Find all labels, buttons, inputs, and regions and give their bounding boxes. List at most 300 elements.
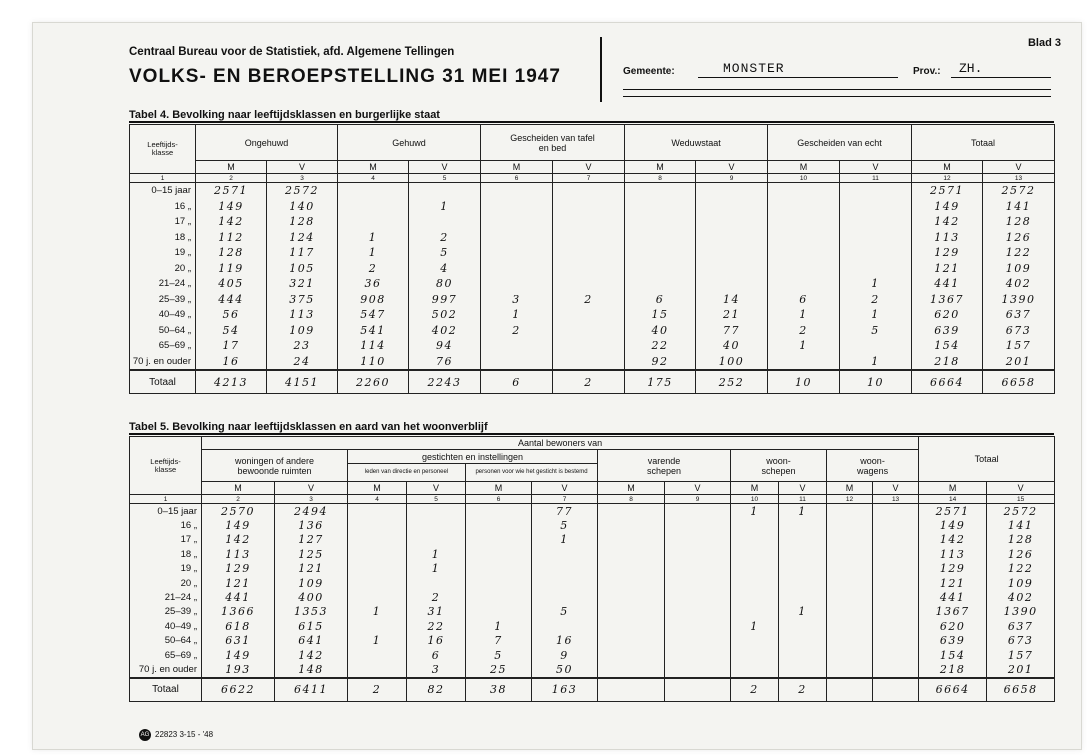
count-cell: 149 [196,199,267,215]
gemeente-label: Gemeente: [623,66,675,77]
sex-header: M [598,482,665,495]
count-cell: 3 [481,292,553,308]
column-number: 8 [598,495,665,504]
count-cell [873,590,919,604]
sheet-number: Blad 3 [1027,37,1061,49]
count-cell [348,619,407,633]
tabel4-group-header: Weduwstaat [625,125,768,161]
count-cell: 1 [407,562,466,576]
header-rule [623,89,1051,90]
count-cell: 128 [983,214,1055,230]
count-cell: 141 [987,518,1055,532]
age-class-label: 16 „ [130,199,196,215]
count-cell [407,576,466,590]
count-cell [768,261,840,277]
age-class-label: 70 j. en ouder [130,662,202,677]
age-class-label: 17 „ [130,533,202,547]
total-cell: 4151 [267,370,338,394]
count-cell: 5 [409,245,481,261]
count-cell [348,590,407,604]
count-cell: 2 [409,230,481,246]
tabel5-group-header: woningen of andere bewoonde ruimten [202,450,348,482]
sex-header: M [348,482,407,495]
count-cell [532,590,598,604]
age-class-label: 50–64 „ [130,323,196,339]
count-cell: 218 [912,354,983,371]
sex-header: V [267,161,338,174]
total-cell [598,678,665,702]
count-cell: 5 [532,605,598,619]
total-label: Totaal [130,678,202,702]
column-number: 1 [130,495,202,504]
count-cell: 121 [202,576,275,590]
table-row [130,634,1055,648]
count-cell [696,199,768,215]
count-cell [779,634,827,648]
count-cell [481,354,553,371]
count-cell [873,619,919,633]
count-cell [598,562,665,576]
column-number: 12 [912,174,983,183]
count-cell [553,276,625,292]
count-cell [348,576,407,590]
total-cell: 38 [466,678,532,702]
count-cell [598,504,665,519]
count-cell: 1 [348,605,407,619]
column-number: 5 [409,174,481,183]
count-cell [466,562,532,576]
table-row [130,323,1055,339]
total-cell: 6658 [987,678,1055,702]
count-cell [598,605,665,619]
total-cell: 163 [532,678,598,702]
count-cell: 121 [275,562,348,576]
count-cell: 142 [919,533,987,547]
column-number: 4 [338,174,409,183]
count-cell: 615 [275,619,348,633]
count-cell: 122 [983,245,1055,261]
count-cell: 193 [202,662,275,677]
count-cell [779,590,827,604]
tabel4-rule [129,121,1054,123]
print-code [139,729,213,741]
age-class-label: 21–24 „ [130,590,202,604]
column-number: 13 [873,495,919,504]
count-cell [625,245,696,261]
sex-header: V [407,482,466,495]
count-cell: 2 [338,261,409,277]
count-cell: 77 [532,504,598,519]
form-title: VOLKS- EN BEROEPSTELLING 31 MEI 1947 [129,66,561,87]
count-cell: 2494 [275,504,348,519]
count-cell: 154 [912,338,983,354]
count-cell: 122 [987,562,1055,576]
tabel4-group-header: Gescheiden van echt [768,125,912,161]
count-cell: 402 [409,323,481,339]
total-cell: 10 [840,370,912,394]
count-cell: 1 [840,354,912,371]
count-cell [532,619,598,633]
count-cell [348,533,407,547]
tabel4-age-header: Leeftijds-klasse [130,125,196,174]
count-cell [598,518,665,532]
count-cell [768,214,840,230]
column-number: 11 [779,495,827,504]
count-cell: 113 [912,230,983,246]
count-cell: 2571 [912,183,983,199]
age-class-label: 70 j. en ouder [130,354,196,371]
count-cell: 94 [409,338,481,354]
tabel5-total-row [130,678,1055,702]
count-cell [768,230,840,246]
count-cell [840,230,912,246]
total-cell: 2 [553,370,625,394]
count-cell [696,276,768,292]
column-number: 14 [919,495,987,504]
count-cell [827,619,873,633]
count-cell: 136 [275,518,348,532]
count-cell [873,504,919,519]
count-cell [481,338,553,354]
count-cell [873,576,919,590]
total-cell: 4213 [196,370,267,394]
count-cell: 1 [768,338,840,354]
age-class-label: 65–69 „ [130,648,202,662]
column-number: 9 [696,174,768,183]
count-cell: 17 [196,338,267,354]
count-cell [827,547,873,561]
count-cell: 2571 [196,183,267,199]
sex-header: M [731,482,779,495]
count-cell: 997 [409,292,481,308]
tabel5-colnum-row [130,495,1055,504]
total-cell: 2 [348,678,407,702]
count-cell: 110 [338,354,409,371]
count-cell [553,307,625,323]
count-cell [840,199,912,215]
count-cell [696,245,768,261]
count-cell: 1 [409,199,481,215]
count-cell [768,354,840,371]
tabel5-group-header: varende schepen [598,450,731,482]
count-cell: 620 [919,619,987,633]
column-number: 4 [348,495,407,504]
total-cell [827,678,873,702]
count-cell [466,590,532,604]
table-row [130,245,1055,261]
count-cell: 1367 [919,605,987,619]
table-row [130,354,1055,371]
count-cell: 4 [409,261,481,277]
table-row [130,199,1055,215]
column-number: 3 [267,174,338,183]
count-cell [827,590,873,604]
sex-header: V [553,161,625,174]
count-cell [409,183,481,199]
age-class-label: 20 „ [130,261,196,277]
age-class-label: 65–69 „ [130,338,196,354]
tabel5-table [129,436,1055,702]
count-cell: 24 [267,354,338,371]
count-cell: 129 [912,245,983,261]
column-number: 7 [532,495,598,504]
prov-line [951,77,1051,78]
age-class-label: 19 „ [130,562,202,576]
count-cell: 142 [202,533,275,547]
table-row [130,648,1055,662]
count-cell: 7 [466,634,532,648]
count-cell: 1 [338,245,409,261]
count-cell [466,504,532,519]
count-cell [779,518,827,532]
count-cell [348,648,407,662]
count-cell: 25 [466,662,532,677]
count-cell [731,518,779,532]
count-cell: 6 [625,292,696,308]
count-cell [827,518,873,532]
sex-header: M [466,482,532,495]
count-cell [598,619,665,633]
count-cell: 113 [919,547,987,561]
count-cell: 1366 [202,605,275,619]
count-cell: 92 [625,354,696,371]
count-cell: 148 [275,662,348,677]
tabel5-group-header: Totaal [919,437,1055,482]
count-cell [553,214,625,230]
count-cell [553,338,625,354]
sex-header: V [873,482,919,495]
census-form-sheet [32,22,1082,750]
count-cell [731,533,779,547]
count-cell: 15 [625,307,696,323]
count-cell [827,662,873,677]
count-cell: 77 [696,323,768,339]
count-cell: 405 [196,276,267,292]
count-cell [873,547,919,561]
count-cell [731,547,779,561]
count-cell [348,562,407,576]
count-cell: 1 [768,307,840,323]
column-number: 12 [827,495,873,504]
count-cell: 105 [267,261,338,277]
age-class-label: 21–24 „ [130,276,196,292]
count-cell [731,562,779,576]
count-cell [598,648,665,662]
count-cell: 126 [983,230,1055,246]
column-number: 10 [768,174,840,183]
tabel4-title: Tabel 4. Bevolking naar leeftijdsklassen en burgerlijke staat [129,109,440,121]
count-cell: 113 [202,547,275,561]
count-cell: 441 [919,590,987,604]
count-cell [873,518,919,532]
tabel4-mv-row [130,161,1055,174]
count-cell: 109 [983,261,1055,277]
count-cell: 16 [407,634,466,648]
total-label: Totaal [130,370,196,394]
table-row [130,590,1055,604]
sex-header: V [696,161,768,174]
age-class-label: 0–15 jaar [130,183,196,199]
count-cell: 201 [983,354,1055,371]
count-cell [466,533,532,547]
count-cell: 5 [466,648,532,662]
count-cell [598,662,665,677]
count-cell: 2 [481,323,553,339]
count-cell [598,576,665,590]
count-cell [481,245,553,261]
table-row [130,562,1055,576]
column-number: 6 [466,495,532,504]
count-cell: 157 [983,338,1055,354]
count-cell: 100 [696,354,768,371]
age-class-label: 25–39 „ [130,605,202,619]
count-cell: 1 [466,619,532,633]
count-cell: 1367 [912,292,983,308]
print-code-text: 22823 3-15 - '48 [155,730,214,740]
count-cell [338,199,409,215]
count-cell [481,214,553,230]
count-cell: 441 [202,590,275,604]
tabel4-group-header: Gehuwd [338,125,481,161]
count-cell: 119 [196,261,267,277]
total-cell: 6622 [202,678,275,702]
count-cell [466,518,532,532]
tabel4-table [129,124,1055,394]
count-cell: 40 [696,338,768,354]
count-cell [873,562,919,576]
count-cell: 402 [987,590,1055,604]
count-cell [768,183,840,199]
count-cell: 218 [919,662,987,677]
table-row [130,504,1055,519]
table-row [130,214,1055,230]
count-cell: 128 [987,533,1055,547]
sex-header: M [481,161,553,174]
tabel5-group-header: woon-wagens [827,450,919,482]
count-cell: 121 [912,261,983,277]
count-cell [696,183,768,199]
table-row [130,576,1055,590]
tabel5-body [130,504,1055,678]
count-cell: 1390 [983,292,1055,308]
count-cell [731,648,779,662]
count-cell: 127 [275,533,348,547]
sex-header: V [665,482,731,495]
count-cell: 1 [481,307,553,323]
count-cell: 149 [919,518,987,532]
count-cell [625,276,696,292]
column-number: 8 [625,174,696,183]
sex-header: M [338,161,409,174]
count-cell [873,648,919,662]
count-cell [779,547,827,561]
total-cell: 6664 [912,370,983,394]
count-cell [407,533,466,547]
table-row [130,518,1055,532]
count-cell: 444 [196,292,267,308]
tabel4-body [130,183,1055,371]
count-cell: 2572 [267,183,338,199]
total-cell [873,678,919,702]
count-cell [779,533,827,547]
count-cell [731,634,779,648]
tabel4-group-header: Gescheiden van tafel en bed [481,125,625,161]
count-cell: 56 [196,307,267,323]
total-cell: 10 [768,370,840,394]
count-cell [768,276,840,292]
count-cell [696,261,768,277]
count-cell: 128 [267,214,338,230]
count-cell [625,214,696,230]
table-row [130,338,1055,354]
count-cell: 5 [840,323,912,339]
count-cell [407,504,466,519]
sex-header: M [912,161,983,174]
sex-header: V [983,161,1055,174]
count-cell: 2 [840,292,912,308]
count-cell: 1 [532,533,598,547]
count-cell [873,634,919,648]
count-cell [665,648,731,662]
count-cell [696,214,768,230]
table-row [130,619,1055,633]
table-row [130,276,1055,292]
column-number: 10 [731,495,779,504]
count-cell: 6 [407,648,466,662]
count-cell [553,323,625,339]
count-cell: 1 [348,634,407,648]
count-cell: 40 [625,323,696,339]
count-cell [481,230,553,246]
total-cell: 6664 [919,678,987,702]
age-class-label: 40–49 „ [130,307,196,323]
count-cell: 637 [983,307,1055,323]
count-cell [731,605,779,619]
count-cell: 3 [407,662,466,677]
count-cell [665,662,731,677]
count-cell [873,605,919,619]
count-cell [779,662,827,677]
count-cell: 2 [553,292,625,308]
column-number: 7 [553,174,625,183]
count-cell: 1 [840,307,912,323]
column-number: 1 [130,174,196,183]
sex-header: V [409,161,481,174]
count-cell [598,590,665,604]
count-cell [532,547,598,561]
count-cell: 21 [696,307,768,323]
count-cell: 639 [919,634,987,648]
table-row [130,261,1055,277]
count-cell [827,648,873,662]
count-cell: 400 [275,590,348,604]
count-cell [481,276,553,292]
count-cell [731,662,779,677]
count-cell [665,605,731,619]
age-class-label: 18 „ [130,547,202,561]
count-cell: 639 [912,323,983,339]
count-cell [407,518,466,532]
count-cell [873,533,919,547]
count-cell [665,547,731,561]
count-cell: 673 [987,634,1055,648]
count-cell: 109 [987,576,1055,590]
count-cell: 154 [919,648,987,662]
count-cell [840,214,912,230]
total-cell: 82 [407,678,466,702]
count-cell: 129 [919,562,987,576]
count-cell [409,214,481,230]
